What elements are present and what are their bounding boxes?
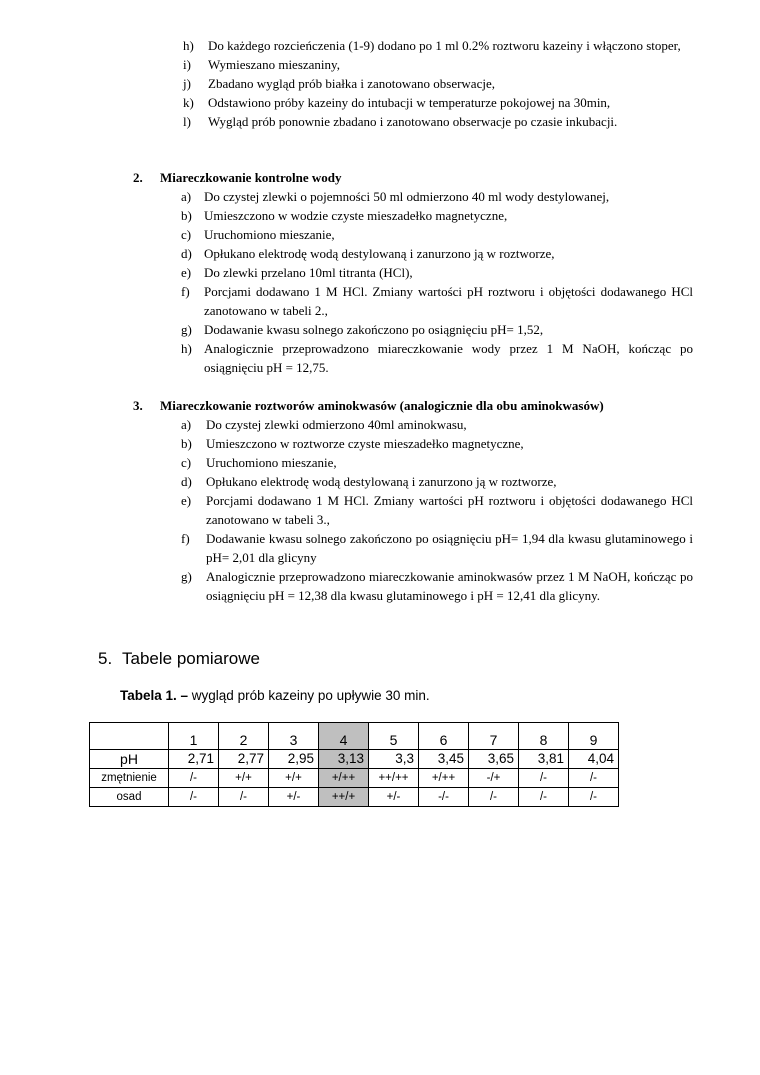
list-item: a) Do czystej zlewki odmierzono 40ml aminokwasu, <box>181 417 467 432</box>
casein-results-table <box>89 722 619 807</box>
table-cell: +/++ <box>419 769 469 788</box>
table-row <box>90 769 619 788</box>
table-cell: /- <box>169 769 219 788</box>
table-cell: /- <box>569 769 619 788</box>
section-heading: 2. Miareczkowanie kontrolne wody <box>133 170 342 185</box>
table-cell: 3,3 <box>369 750 419 769</box>
table-cell: +/- <box>269 788 319 807</box>
table-caption: Tabela 1. – wygląd prób kazeiny po upływie 30 min. <box>120 688 430 703</box>
list-item: i) Wymieszano mieszaniny, <box>183 57 340 72</box>
procedure-list-continued <box>183 36 688 131</box>
table-cell: 3,65 <box>469 750 519 769</box>
list-item: a) Do czystej zlewki o pojemności 50 ml odmierzono 40 ml wody destylowanej, <box>181 189 610 204</box>
column-header: 7 <box>469 723 519 750</box>
list-item: d) Opłukano elektrodę wodą destylowaną i zanurzono ją w roztworze, <box>181 246 555 261</box>
table-cell: 4,04 <box>569 750 619 769</box>
list-item: g) Analogicznie przeprowadzono miareczkowanie aminokwasów przez 1 M NaOH, kończąc po osiągnięciu pH = 12,38 dla kwasu glutaminowego i pH = 12,41 dla glicyny. <box>181 569 693 603</box>
list-item: k) Odstawiono próby kazeiny do intubacji w temperaturze pokojowej na 30min, <box>183 95 611 110</box>
section-steps <box>181 187 693 377</box>
table-cell: /- <box>169 788 219 807</box>
table-cell: /- <box>519 788 569 807</box>
list-item: b) Umieszczono w wodzie czyste mieszadełko magnetyczne, <box>181 208 508 223</box>
section-aminoacid-titration <box>133 396 693 605</box>
table-cell-highlighted: ++/+ <box>319 788 369 807</box>
section-steps <box>181 415 693 605</box>
table-cell-highlighted: 3,13 <box>319 750 369 769</box>
list-item: h) Do każdego rozcieńczenia (1-9) dodano po 1 ml 0.2% roztworu kazeiny i włączono stoper, <box>183 38 681 53</box>
column-header-highlighted: 4 <box>319 723 369 750</box>
column-header: 1 <box>169 723 219 750</box>
table-cell: +/+ <box>269 769 319 788</box>
list-item: c) Uruchomiono mieszanie, <box>181 455 337 470</box>
table-cell: ++/++ <box>369 769 419 788</box>
table-cell: -/- <box>419 788 469 807</box>
table-cell: /- <box>519 769 569 788</box>
list-item: j) Zbadano wygląd prób białka i zanotowano obserwacje, <box>183 76 495 91</box>
column-header: 5 <box>369 723 419 750</box>
table-cell: /- <box>219 788 269 807</box>
section-heading-measurement-tables: 5. Tabele pomiarowe <box>98 649 260 668</box>
row-label: zmętnienie <box>90 769 169 788</box>
list-item: h) Analogicznie przeprowadzono miareczkowanie wody przez 1 M NaOH, kończąc po osiągnięciu pH = 12,75. <box>181 341 693 375</box>
table-header-row <box>90 723 619 750</box>
list-item: d) Opłukano elektrodę wodą destylowaną i zanurzono ją w roztworze, <box>181 474 557 489</box>
table-cell: 3,81 <box>519 750 569 769</box>
table-cell: /- <box>469 788 519 807</box>
column-header: 3 <box>269 723 319 750</box>
section-heading: 3. Miareczkowanie roztworów aminokwasów (analogicznie dla obu aminokwasów) <box>133 398 604 413</box>
table-cell: 2,71 <box>169 750 219 769</box>
list-item: f) Porcjami dodawano 1 M HCl. Zmiany wartości pH roztworu i objętości dodawanego HCl zanotowano w tabeli 2., <box>181 284 693 318</box>
table-cell: 3,45 <box>419 750 469 769</box>
column-header: 6 <box>419 723 469 750</box>
column-header: 8 <box>519 723 569 750</box>
table-row <box>90 788 619 807</box>
column-header: 9 <box>569 723 619 750</box>
row-label: osad <box>90 788 169 807</box>
list-item: f) Dodawanie kwasu solnego zakończono po osiągnięciu pH= 1,94 dla kwasu glutaminowego i pH= 2,01 dla glicyny <box>181 531 693 565</box>
list-item: c) Uruchomiono mieszanie, <box>181 227 335 242</box>
table-cell: -/+ <box>469 769 519 788</box>
row-label: pH <box>90 750 169 769</box>
table-cell-highlighted: +/++ <box>319 769 369 788</box>
table-corner-cell <box>90 723 169 750</box>
table-cell: +/- <box>369 788 419 807</box>
list-item: g) Dodawanie kwasu solnego zakończono po osiągnięciu pH= 1,52, <box>181 322 544 337</box>
table-cell: /- <box>569 788 619 807</box>
column-header: 2 <box>219 723 269 750</box>
table-cell: 2,77 <box>219 750 269 769</box>
list-item: l) Wygląd prób ponownie zbadano i zanotowano obserwacje po czasie inkubacji. <box>183 114 618 129</box>
table-cell: +/+ <box>219 769 269 788</box>
list-item: b) Umieszczono w roztworze czyste mieszadełko magnetyczne, <box>181 436 524 451</box>
list-item: e) Porcjami dodawano 1 M HCl. Zmiany wartości pH roztworu i objętości dodawanego HCl zanotowano w tabeli 3., <box>181 493 693 527</box>
table-row <box>90 750 619 769</box>
section-water-titration <box>133 168 693 377</box>
list-item: e) Do zlewki przelano 10ml titranta (HCl), <box>181 265 413 280</box>
table-cell: 2,95 <box>269 750 319 769</box>
